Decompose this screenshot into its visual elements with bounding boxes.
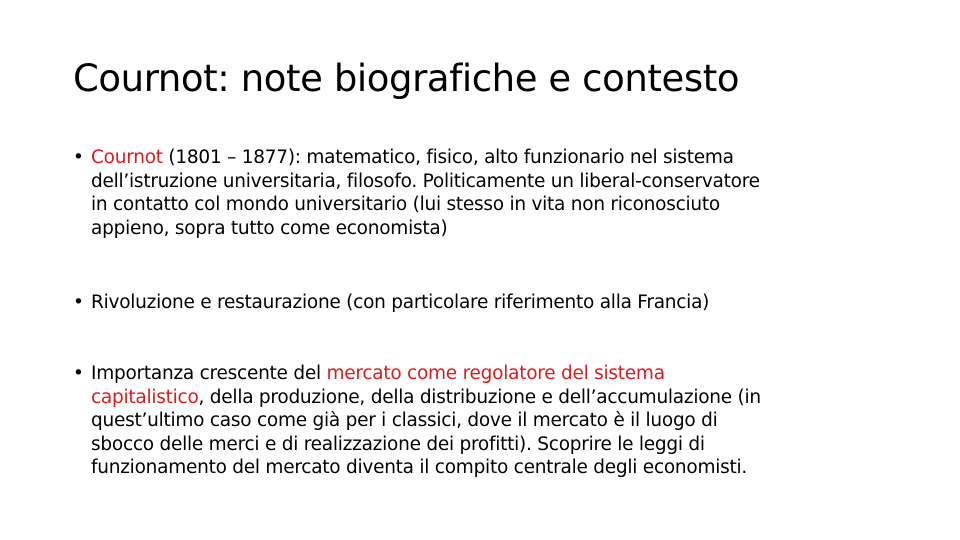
bullet-item-market	[73, 362, 761, 480]
slide-title: Cournot: note biografiche e contesto	[73, 57, 740, 100]
bullet-marker: •	[73, 363, 84, 384]
bullet-marker: •	[73, 292, 84, 313]
bullet-line: sbocco delle merci e di realizzazione dei profitti). Scoprire le leggi di	[91, 433, 705, 455]
bullet-line: Rivoluzione e restaurazione (con particolare riferimento alla Francia)	[91, 292, 710, 313]
bullet-list	[73, 146, 873, 478]
bullet-line: funzionamento del mercato diventa il compito centrale degli economisti.	[91, 457, 748, 478]
bullet-text: (1801 – 1877): matematico, fisico, alto funzionario nel sistema	[162, 147, 734, 168]
bullet-item-revolution	[73, 291, 709, 315]
highlight-text: mercato come regolatore del sistema	[326, 363, 665, 384]
bullet-line: in contatto col mondo universitario (lui stesso in vita non riconosciuto	[91, 194, 720, 215]
bullet-line	[91, 362, 761, 386]
bullet-line: dell’istruzione universitaria, filosofo. Politicamente un liberal-conservatore	[91, 170, 760, 192]
bullet-line: quest’ultimo caso come già per i classici, dove il mercato è il luogo di	[91, 410, 718, 431]
bullet-line	[91, 146, 873, 170]
bullet-line	[91, 386, 761, 410]
bullet-line: appieno, sopra tutto come economista)	[91, 217, 448, 239]
bullet-text: Importanza crescente del	[91, 363, 327, 384]
highlight-text: Cournot	[91, 147, 163, 168]
highlight-text: capitalistico	[91, 386, 199, 408]
bullet-text: , della produzione, della distribuzione e dell’accumulazione (in	[198, 386, 761, 408]
bullet-marker: •	[73, 147, 84, 168]
bullet-item-biography	[73, 146, 873, 240]
